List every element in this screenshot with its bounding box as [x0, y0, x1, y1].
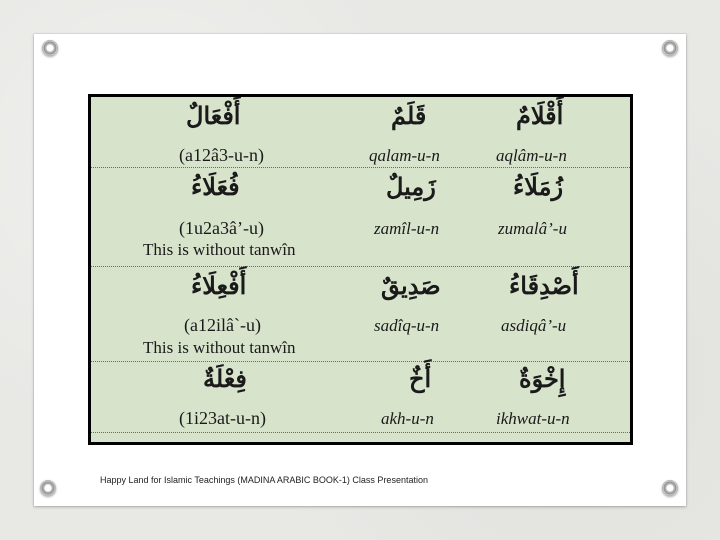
plural-arabic: أَصْدِقَاءُ: [509, 271, 579, 300]
singular-arabic: قَلَمٌ: [391, 101, 427, 130]
pin-icon-top-right: [662, 40, 678, 56]
singular-transliteration: sadîq-u-n: [374, 316, 440, 335]
singular-arabic: أَخٌ: [409, 364, 432, 393]
tanwin-note: This is without tanwîn: [143, 240, 296, 259]
pattern-transliteration: (1u2a3â’-u): [179, 218, 264, 238]
pattern-transliteration: (a12â3-u-n): [179, 145, 264, 165]
pin-icon-bottom-right: [662, 480, 678, 496]
plural-transliteration: ikhwat-u-n: [496, 409, 570, 428]
pattern-transliteration: (a12ilâ`-u): [184, 315, 261, 335]
plural-arabic: زُمَلَاءُ: [513, 172, 564, 201]
pattern-arabic: فِعْلَةٌ: [203, 364, 247, 393]
plural-transliteration: zumalâ’-u: [498, 219, 567, 238]
plural-transliteration: aqlâm-u-n: [496, 146, 567, 165]
table-row: [91, 97, 630, 168]
singular-transliteration: akh-u-n: [381, 409, 434, 428]
plural-transliteration: asdiqâ’-u: [501, 316, 567, 335]
plural-arabic: إِخْوَةٌ: [519, 364, 566, 393]
table-row: [91, 269, 630, 362]
tanwin-note: This is without tanwîn: [143, 338, 296, 357]
singular-arabic: زَمِيلٌ: [386, 172, 436, 201]
singular-transliteration: zamîl-u-n: [374, 219, 440, 238]
pattern-arabic: فُعَلَاءُ: [191, 172, 240, 201]
table-row: [91, 364, 630, 433]
singular-transliteration: qalam-u-n: [369, 146, 440, 165]
table-row: [91, 170, 630, 267]
pin-icon-top-left: [42, 40, 58, 56]
slide-image: [88, 94, 633, 445]
pattern-arabic: أَفْعَالٌ: [186, 101, 241, 130]
singular-arabic: صَدِيقٌ: [381, 271, 441, 300]
pin-icon-bottom-left: [40, 480, 56, 496]
plural-patterns-table: [91, 97, 630, 442]
plural-arabic: أَقْلَامٌ: [516, 101, 564, 130]
pattern-arabic: أَفْعِلَاءُ: [191, 271, 247, 300]
pattern-transliteration: (1i23at-u-n): [179, 408, 266, 428]
footer-caption: Happy Land for Islamic Teachings (MADINA ARABIC BOOK-1) Class Presentation: [100, 475, 428, 485]
